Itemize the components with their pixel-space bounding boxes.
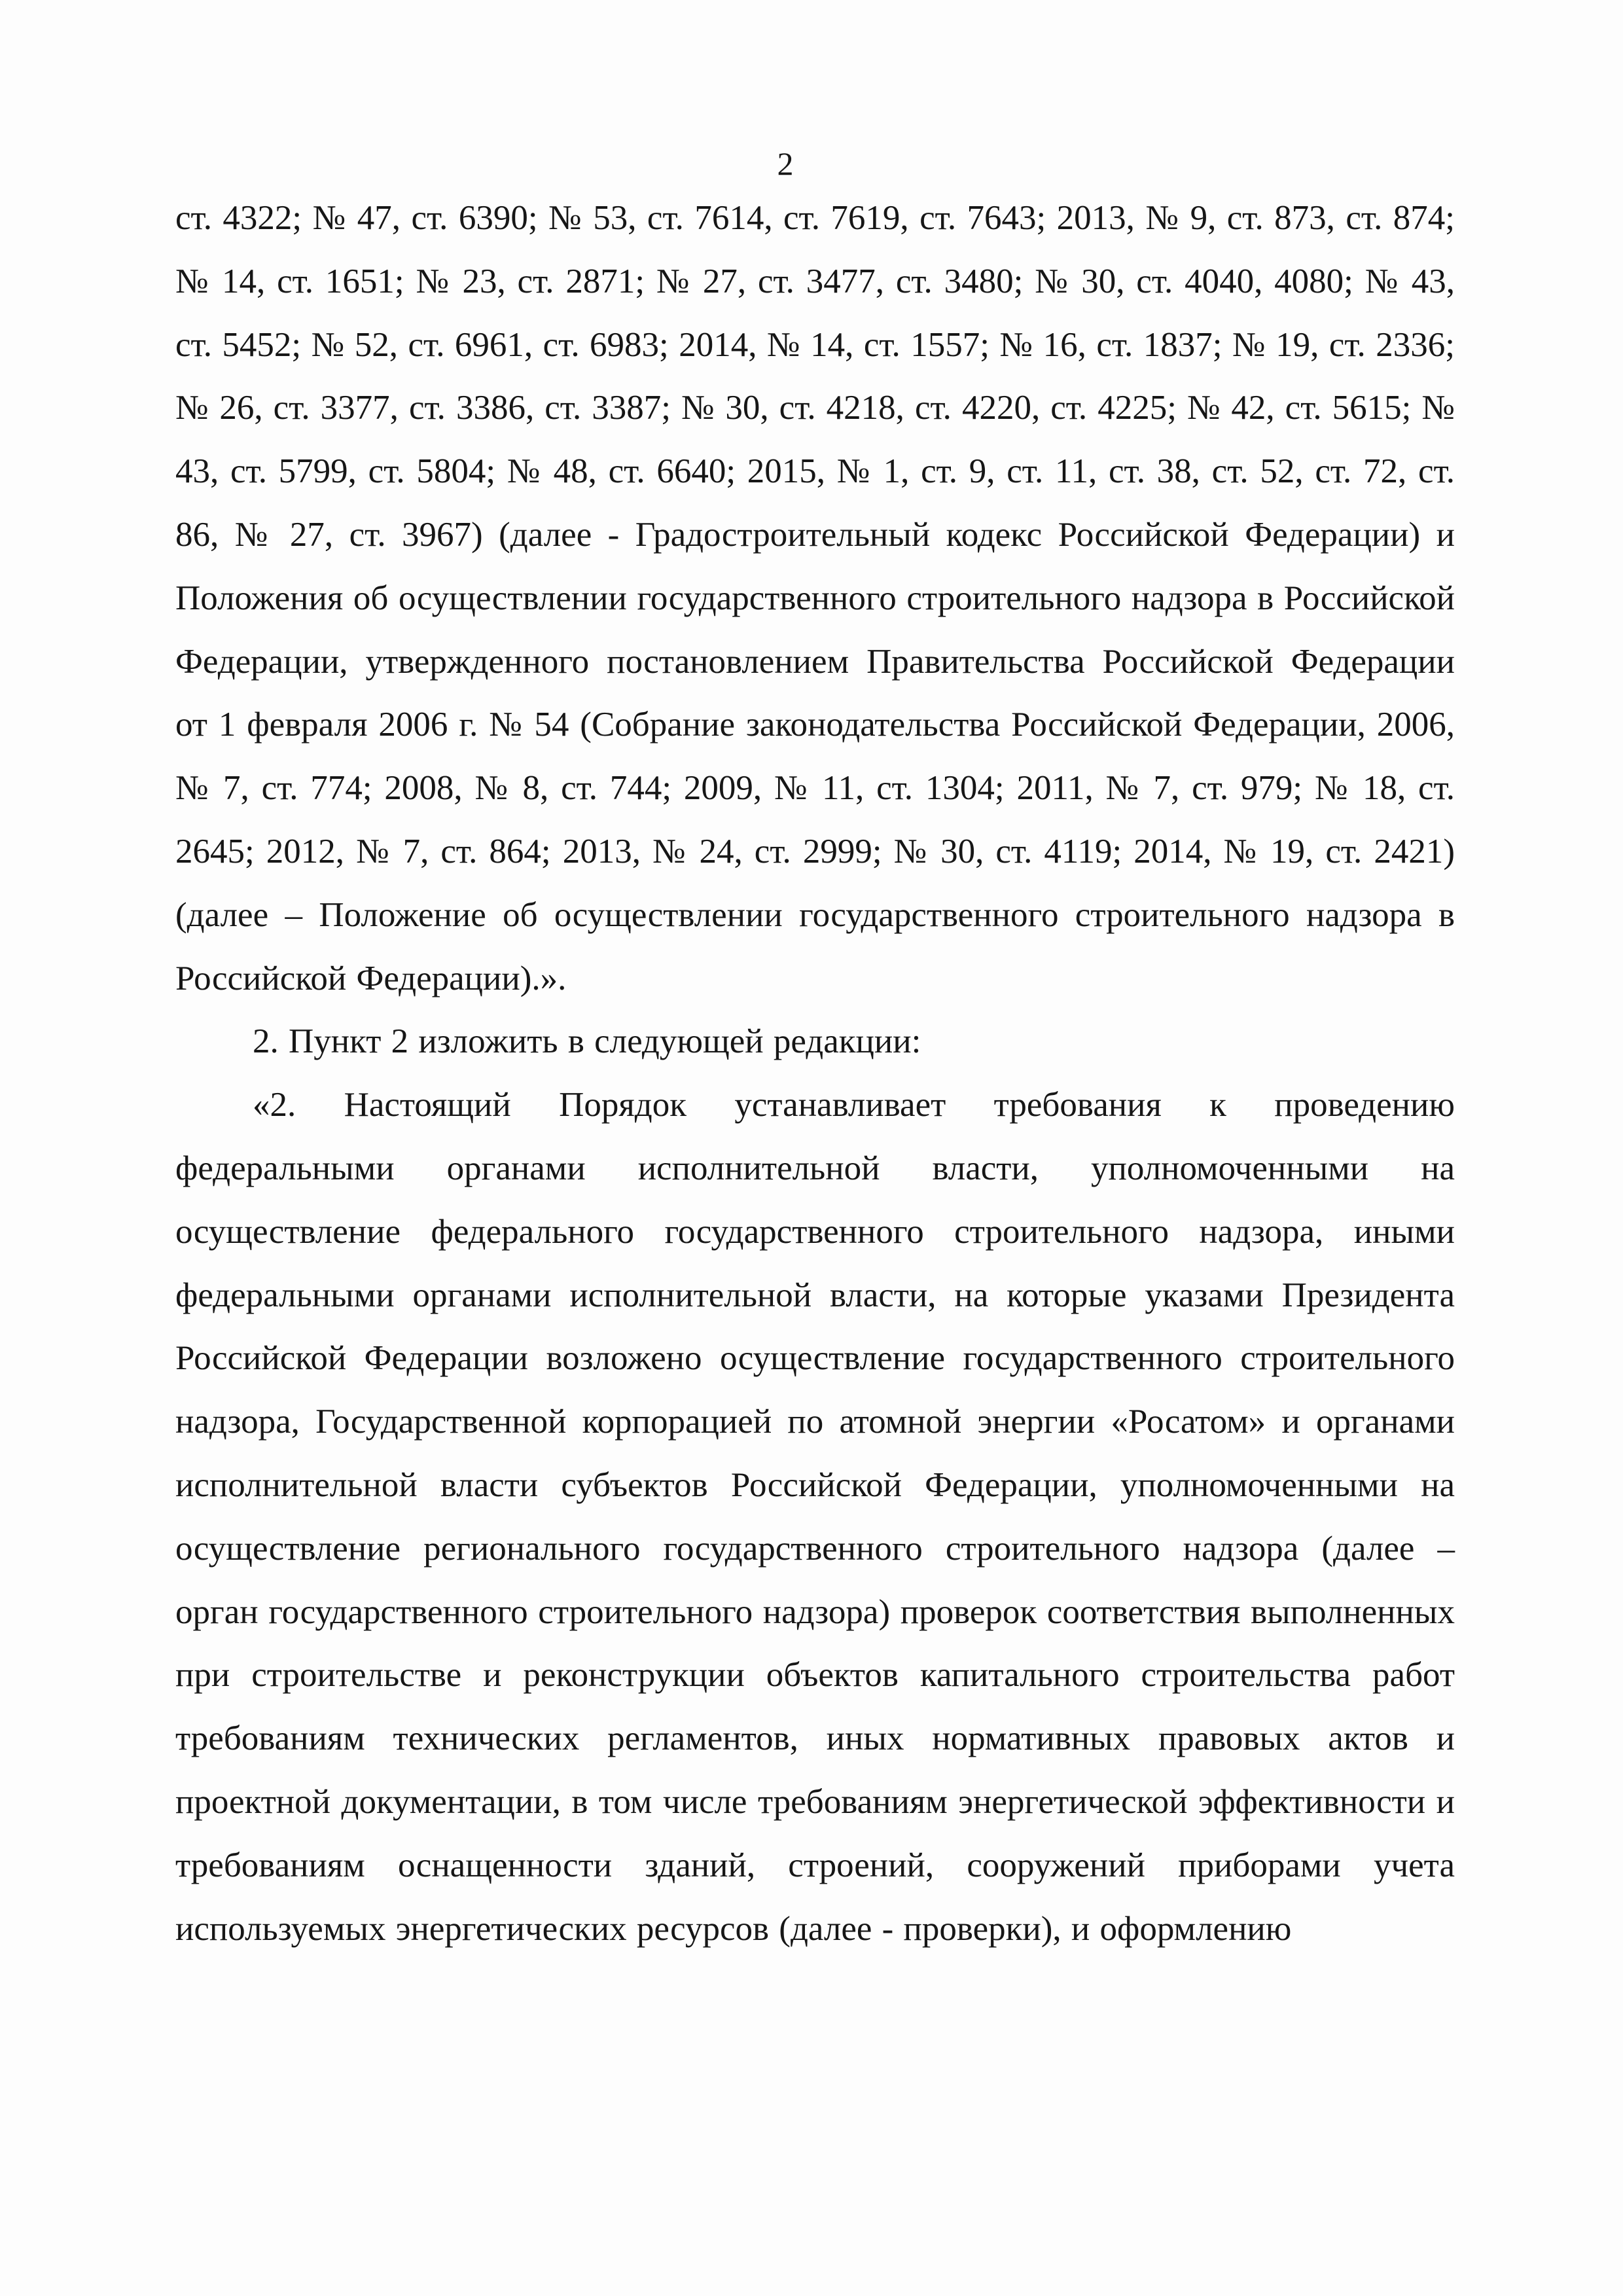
page-number: 2 <box>777 145 794 182</box>
paragraph-new-item-2-text: «2. Настоящий Порядок устанавливает требования к проведению федеральными органами исполнительной власти, уполномоченными на осуществление федерального государственного строительного надзора, иными федеральными органами исполнительной власти, на которые указами Президента Российской Федерации возложено осуществление государственного строительного надзора, Государственной корпорацией по атомной энергии «Росатом» и органами исполнительной власти субъектов Российской Федерации, уполномоченными на осуществление регионального государственного строительного надзора (далее – орган государственного строительного надзора) проверок соответствия выполненных при строительстве и реконструкции объектов капитального строительства работ требованиям технических регламентов, иных нормативных правовых актов и проектной документации, в том числе требованиям энергетической эффективности и требованиям оснащенности зданий, строений, сооружений приборами учета используемых энергетических ресурсов (далее - проверки), и оформлению <box>175 1086 1455 1948</box>
paragraph-item-2-heading: 2. Пункт 2 изложить в следующей редакции: <box>253 1022 921 1061</box>
paragraph-citation-continuation: ст. 4322; № 47, ст. 6390; № 53, ст. 7614, ст. 7619, ст. 7643; 2013, № 9, ст. 873, ст. 874; № 14, ст. 1651; № 23, ст. 2871; № 27, ст. 3477, ст. 3480; № 30, ст. 4040, 4080; № 43, ст. 5452; № 52, ст. 6961, ст. 6983; 2014, № 14, ст. 1557; № 16, ст. 1837; № 19, ст. 2336; № 26, ст. 3377, ст. 3386, ст. 3387; № 30, ст. 4218, ст. 4220, ст. 4225; № 42, ст. 5615; № 43, ст. 5799, ст. 5804; № 48, ст. 6640; 2015, № 1, ст. 9, ст. 11, ст. 38, ст. 52, ст. 72, ст. 86, № 27, ст. 3967) (далее - Градостроительный кодекс Российской Федерации) и Положения об осуществлении государственного строительного надзора в Российской Федерации, утвержденного постановлением Правительства Российской Федерации от 1 февраля 2006 г. № 54 (Собрание законодательства Российской Федерации, 2006, № 7, ст. 774; 2008, № 8, ст. 744; 2009, № 11, ст. 1304; 2011, № 7, ст. 979; № 18, ст. 2645; 2012, № 7, ст. 864; 2013, № 24, ст. 2999; № 30, ст. 4119; 2014, № 19, ст. 2421) (далее – Положение об осуществлении государственного строительного надзора в Российской Федерации).». <box>175 199 1455 997</box>
document-body <box>175 187 1455 1960</box>
